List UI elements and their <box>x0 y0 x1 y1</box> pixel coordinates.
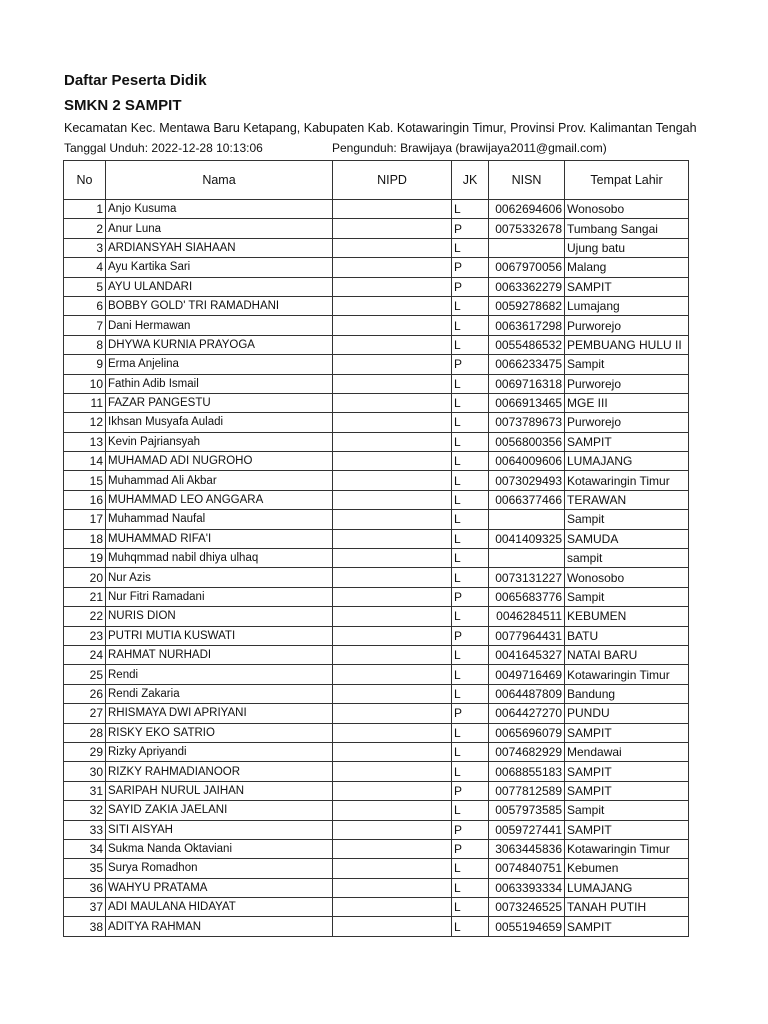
cell-nipd <box>333 413 452 432</box>
table-row <box>64 762 689 781</box>
cell-jk: L <box>452 471 489 490</box>
cell-nisn: 0077964431 <box>489 626 565 645</box>
cell-jk: L <box>452 801 489 820</box>
table-row <box>64 820 689 839</box>
cell-nama: Nur Fitri Ramadani <box>106 587 333 606</box>
cell-nisn: 3063445836 <box>489 839 565 858</box>
cell-jk: L <box>452 238 489 257</box>
cell-no: 24 <box>64 645 106 664</box>
cell-nama: RAHMAT NURHADI <box>106 645 333 664</box>
cell-nipd <box>333 839 452 858</box>
table-row <box>64 859 689 878</box>
cell-jk: L <box>452 432 489 451</box>
cell-nipd <box>333 723 452 742</box>
cell-tempat-lahir: Sampit <box>565 355 689 374</box>
cell-jk: P <box>452 781 489 800</box>
table-row <box>64 200 689 219</box>
cell-nama: Ayu Kartika Sari <box>106 258 333 277</box>
cell-jk: L <box>452 490 489 509</box>
cell-nama: Erma Anjelina <box>106 355 333 374</box>
cell-nisn: 0063393334 <box>489 878 565 897</box>
cell-no: 14 <box>64 452 106 471</box>
cell-nisn: 0049716469 <box>489 665 565 684</box>
school-name: SMKN 2 SAMPIT <box>64 97 182 114</box>
table-row <box>64 393 689 412</box>
cell-nama: Anur Luna <box>106 219 333 238</box>
cell-nisn: 0063617298 <box>489 316 565 335</box>
cell-nama: Surya Romadhon <box>106 859 333 878</box>
column-header-nipd: NIPD <box>333 161 452 200</box>
cell-nisn: 0066913465 <box>489 393 565 412</box>
cell-nisn: 0073131227 <box>489 568 565 587</box>
cell-tempat-lahir: Bandung <box>565 684 689 703</box>
table-body <box>64 200 689 937</box>
cell-nama: Nur Azis <box>106 568 333 587</box>
cell-nisn: 0041645327 <box>489 645 565 664</box>
cell-nisn: 0063362279 <box>489 277 565 296</box>
cell-jk: P <box>452 219 489 238</box>
cell-nipd <box>333 219 452 238</box>
cell-jk: L <box>452 607 489 626</box>
cell-no: 6 <box>64 296 106 315</box>
cell-nama: Rendi Zakaria <box>106 684 333 703</box>
cell-no: 17 <box>64 510 106 529</box>
cell-tempat-lahir: SAMPIT <box>565 432 689 451</box>
cell-tempat-lahir: Purworejo <box>565 374 689 393</box>
cell-jk: L <box>452 917 489 936</box>
cell-nisn <box>489 549 565 568</box>
cell-nipd <box>333 917 452 936</box>
cell-no: 1 <box>64 200 106 219</box>
cell-jk: P <box>452 258 489 277</box>
cell-tempat-lahir: PEMBUANG HULU II <box>565 335 689 354</box>
download-info <box>64 141 607 155</box>
cell-nama: Rizky Apriyandi <box>106 742 333 761</box>
cell-no: 23 <box>64 626 106 645</box>
cell-tempat-lahir: SAMPIT <box>565 762 689 781</box>
cell-no: 33 <box>64 820 106 839</box>
cell-nipd <box>333 374 452 393</box>
cell-nisn: 0073246525 <box>489 898 565 917</box>
cell-nipd <box>333 549 452 568</box>
cell-jk: L <box>452 684 489 703</box>
cell-jk: P <box>452 626 489 645</box>
cell-jk: L <box>452 316 489 335</box>
table-row <box>64 490 689 509</box>
cell-nipd <box>333 393 452 412</box>
cell-tempat-lahir: SAMPIT <box>565 277 689 296</box>
cell-nisn: 0064427270 <box>489 704 565 723</box>
cell-nisn <box>489 238 565 257</box>
cell-tempat-lahir: Lumajang <box>565 296 689 315</box>
cell-nipd <box>333 859 452 878</box>
cell-jk: P <box>452 839 489 858</box>
cell-jk: L <box>452 859 489 878</box>
cell-no: 13 <box>64 432 106 451</box>
cell-tempat-lahir: TANAH PUTIH <box>565 898 689 917</box>
table-row <box>64 355 689 374</box>
cell-nipd <box>333 684 452 703</box>
cell-nama: Muhammad Ali Akbar <box>106 471 333 490</box>
cell-jk: L <box>452 898 489 917</box>
cell-tempat-lahir: Purworejo <box>565 413 689 432</box>
cell-nama: WAHYU PRATAMA <box>106 878 333 897</box>
cell-nama: Fathin Adib Ismail <box>106 374 333 393</box>
cell-tempat-lahir: Ujung batu <box>565 238 689 257</box>
table-row <box>64 665 689 684</box>
cell-no: 32 <box>64 801 106 820</box>
cell-tempat-lahir: Sampit <box>565 587 689 606</box>
cell-tempat-lahir: Kotawaringin Timur <box>565 471 689 490</box>
cell-no: 30 <box>64 762 106 781</box>
cell-nisn: 0064487809 <box>489 684 565 703</box>
cell-jk: L <box>452 510 489 529</box>
cell-no: 21 <box>64 587 106 606</box>
cell-no: 20 <box>64 568 106 587</box>
cell-tempat-lahir: TERAWAN <box>565 490 689 509</box>
cell-nama: RIZKY RAHMADIANOOR <box>106 762 333 781</box>
cell-no: 35 <box>64 859 106 878</box>
cell-jk: L <box>452 568 489 587</box>
table-row <box>64 316 689 335</box>
cell-jk: L <box>452 645 489 664</box>
document-title: Daftar Peserta Didik <box>64 72 207 89</box>
table-row <box>64 238 689 257</box>
table-row <box>64 801 689 820</box>
cell-jk: L <box>452 200 489 219</box>
table-row <box>64 568 689 587</box>
cell-nisn: 0075332678 <box>489 219 565 238</box>
column-header-tempat-lahir: Tempat Lahir <box>565 161 689 200</box>
cell-jk: L <box>452 452 489 471</box>
cell-nipd <box>333 335 452 354</box>
cell-nama: RISKY EKO SATRIO <box>106 723 333 742</box>
cell-tempat-lahir: SAMUDA <box>565 529 689 548</box>
cell-nipd <box>333 316 452 335</box>
cell-no: 22 <box>64 607 106 626</box>
cell-nisn: 0064009606 <box>489 452 565 471</box>
cell-nisn <box>489 510 565 529</box>
cell-nama: SARIPAH NURUL JAIHAN <box>106 781 333 800</box>
cell-jk: P <box>452 587 489 606</box>
cell-nipd <box>333 665 452 684</box>
cell-nisn: 0066377466 <box>489 490 565 509</box>
cell-tempat-lahir: NATAI BARU <box>565 645 689 664</box>
cell-nama: AYU ULANDARI <box>106 277 333 296</box>
cell-tempat-lahir: KEBUMEN <box>565 607 689 626</box>
cell-jk: P <box>452 277 489 296</box>
table-row <box>64 432 689 451</box>
cell-nipd <box>333 762 452 781</box>
cell-nipd <box>333 432 452 451</box>
cell-nisn: 0062694606 <box>489 200 565 219</box>
cell-nisn: 0056800356 <box>489 432 565 451</box>
cell-nisn: 0065696079 <box>489 723 565 742</box>
cell-tempat-lahir: Tumbang Sangai <box>565 219 689 238</box>
cell-nama: PUTRI MUTIA KUSWATI <box>106 626 333 645</box>
cell-jk: P <box>452 820 489 839</box>
cell-nisn: 0068855183 <box>489 762 565 781</box>
cell-no: 19 <box>64 549 106 568</box>
cell-nisn: 0059727441 <box>489 820 565 839</box>
table-row <box>64 781 689 800</box>
student-table <box>63 160 689 937</box>
cell-tempat-lahir: Mendawai <box>565 742 689 761</box>
cell-nisn: 0066233475 <box>489 355 565 374</box>
cell-nipd <box>333 820 452 839</box>
cell-no: 29 <box>64 742 106 761</box>
table-row <box>64 277 689 296</box>
cell-nama: BOBBY GOLD' TRI RAMADHANI <box>106 296 333 315</box>
cell-tempat-lahir: Kotawaringin Timur <box>565 665 689 684</box>
cell-tempat-lahir: SAMPIT <box>565 820 689 839</box>
cell-nisn: 0055194659 <box>489 917 565 936</box>
table-row <box>64 374 689 393</box>
cell-nama: SITI AISYAH <box>106 820 333 839</box>
cell-jk: L <box>452 878 489 897</box>
table-row <box>64 626 689 645</box>
cell-nisn: 0074682929 <box>489 742 565 761</box>
cell-jk: L <box>452 374 489 393</box>
table-row <box>64 607 689 626</box>
cell-nama: FAZAR PANGESTU <box>106 393 333 412</box>
table-row <box>64 898 689 917</box>
cell-nipd <box>333 568 452 587</box>
cell-no: 38 <box>64 917 106 936</box>
cell-nama: Muhqmmad nabil dhiya ulhaq <box>106 549 333 568</box>
cell-nama: Anjo Kusuma <box>106 200 333 219</box>
cell-no: 27 <box>64 704 106 723</box>
cell-tempat-lahir: LUMAJANG <box>565 452 689 471</box>
cell-nama: MUHAMMAD LEO ANGGARA <box>106 490 333 509</box>
cell-nisn: 0046284511 <box>489 607 565 626</box>
table-row <box>64 296 689 315</box>
cell-tempat-lahir: SAMPIT <box>565 781 689 800</box>
cell-jk: L <box>452 296 489 315</box>
table-row <box>64 335 689 354</box>
cell-nipd <box>333 355 452 374</box>
table-row <box>64 704 689 723</box>
table-row <box>64 452 689 471</box>
cell-no: 9 <box>64 355 106 374</box>
cell-nipd <box>333 510 452 529</box>
cell-nisn: 0057973585 <box>489 801 565 820</box>
cell-nipd <box>333 258 452 277</box>
cell-nipd <box>333 607 452 626</box>
table-row <box>64 839 689 858</box>
cell-nama: ADITYA RAHMAN <box>106 917 333 936</box>
cell-nipd <box>333 200 452 219</box>
cell-nama: Kevin Pajriansyah <box>106 432 333 451</box>
download-date: Tanggal Unduh: 2022-12-28 10:13:06 <box>64 141 263 155</box>
cell-tempat-lahir: Purworejo <box>565 316 689 335</box>
cell-no: 15 <box>64 471 106 490</box>
cell-tempat-lahir: PUNDU <box>565 704 689 723</box>
cell-nipd <box>333 626 452 645</box>
cell-tempat-lahir: BATU <box>565 626 689 645</box>
cell-nipd <box>333 645 452 664</box>
cell-nisn: 0073789673 <box>489 413 565 432</box>
cell-nama: MUHAMMAD RIFA'I <box>106 529 333 548</box>
cell-nama: ARDIANSYAH SIAHAAN <box>106 238 333 257</box>
cell-nisn: 0073029493 <box>489 471 565 490</box>
cell-tempat-lahir: Kebumen <box>565 859 689 878</box>
cell-nama: Rendi <box>106 665 333 684</box>
table-row <box>64 723 689 742</box>
cell-no: 5 <box>64 277 106 296</box>
cell-jk: P <box>452 704 489 723</box>
cell-jk: L <box>452 665 489 684</box>
cell-no: 8 <box>64 335 106 354</box>
downloader: Pengunduh: Brawijaya (brawijaya2011@gmail.com) <box>332 141 607 155</box>
table-row <box>64 258 689 277</box>
cell-nama: SAYID ZAKIA JAELANI <box>106 801 333 820</box>
cell-nisn: 0067970056 <box>489 258 565 277</box>
cell-jk: P <box>452 355 489 374</box>
cell-nipd <box>333 781 452 800</box>
cell-nipd <box>333 801 452 820</box>
cell-no: 28 <box>64 723 106 742</box>
cell-no: 2 <box>64 219 106 238</box>
cell-nisn: 0055486532 <box>489 335 565 354</box>
cell-tempat-lahir: SAMPIT <box>565 917 689 936</box>
cell-nisn: 0065683776 <box>489 587 565 606</box>
cell-jk: L <box>452 742 489 761</box>
cell-nipd <box>333 238 452 257</box>
column-header-nama: Nama <box>106 161 333 200</box>
cell-no: 26 <box>64 684 106 703</box>
cell-tempat-lahir: Wonosobo <box>565 200 689 219</box>
cell-nama: RHISMAYA DWI APRIYANI <box>106 704 333 723</box>
cell-nipd <box>333 452 452 471</box>
table-row <box>64 471 689 490</box>
table-row <box>64 529 689 548</box>
cell-nipd <box>333 471 452 490</box>
cell-tempat-lahir: MGE III <box>565 393 689 412</box>
cell-jk: L <box>452 529 489 548</box>
table-row <box>64 549 689 568</box>
cell-nipd <box>333 296 452 315</box>
cell-nipd <box>333 529 452 548</box>
cell-nipd <box>333 490 452 509</box>
cell-no: 4 <box>64 258 106 277</box>
table-row <box>64 684 689 703</box>
table-row <box>64 587 689 606</box>
cell-nama: Dani Hermawan <box>106 316 333 335</box>
cell-no: 16 <box>64 490 106 509</box>
cell-nama: DHYWA KURNIA PRAYOGA <box>106 335 333 354</box>
column-header-no: No <box>64 161 106 200</box>
cell-tempat-lahir: SAMPIT <box>565 723 689 742</box>
cell-tempat-lahir: Sampit <box>565 801 689 820</box>
table-row <box>64 742 689 761</box>
cell-jk: L <box>452 549 489 568</box>
cell-nisn: 0041409325 <box>489 529 565 548</box>
cell-nama: Ikhsan Musyafa Auladi <box>106 413 333 432</box>
school-address: Kecamatan Kec. Mentawa Baru Ketapang, Kabupaten Kab. Kotawaringin Timur, Provinsi Prov. Kalimantan Tengah <box>64 121 697 135</box>
cell-nipd <box>333 587 452 606</box>
table-row <box>64 510 689 529</box>
cell-jk: L <box>452 393 489 412</box>
cell-no: 18 <box>64 529 106 548</box>
cell-nisn: 0074840751 <box>489 859 565 878</box>
cell-nama: Sukma Nanda Oktaviani <box>106 839 333 858</box>
cell-tempat-lahir: Malang <box>565 258 689 277</box>
cell-jk: L <box>452 762 489 781</box>
cell-nipd <box>333 704 452 723</box>
cell-no: 12 <box>64 413 106 432</box>
cell-nisn: 0069716318 <box>489 374 565 393</box>
cell-nipd <box>333 277 452 296</box>
cell-no: 7 <box>64 316 106 335</box>
table-row <box>64 219 689 238</box>
cell-tempat-lahir: Wonosobo <box>565 568 689 587</box>
column-header-jk: JK <box>452 161 489 200</box>
table-row <box>64 878 689 897</box>
cell-jk: L <box>452 335 489 354</box>
cell-nama: ADI MAULANA HIDAYAT <box>106 898 333 917</box>
cell-no: 10 <box>64 374 106 393</box>
cell-nama: NURIS DION <box>106 607 333 626</box>
table-row <box>64 917 689 936</box>
column-header-nisn: NISN <box>489 161 565 200</box>
cell-no: 3 <box>64 238 106 257</box>
table-row <box>64 645 689 664</box>
cell-nipd <box>333 898 452 917</box>
cell-nipd <box>333 742 452 761</box>
cell-tempat-lahir: Kotawaringin Timur <box>565 839 689 858</box>
cell-tempat-lahir: Sampit <box>565 510 689 529</box>
cell-tempat-lahir: sampit <box>565 549 689 568</box>
cell-no: 31 <box>64 781 106 800</box>
cell-no: 25 <box>64 665 106 684</box>
cell-tempat-lahir: LUMAJANG <box>565 878 689 897</box>
cell-nama: MUHAMAD ADI NUGROHO <box>106 452 333 471</box>
cell-nisn: 0077812589 <box>489 781 565 800</box>
cell-jk: L <box>452 723 489 742</box>
cell-no: 11 <box>64 393 106 412</box>
cell-no: 34 <box>64 839 106 858</box>
table-header-row <box>64 161 689 200</box>
table-row <box>64 413 689 432</box>
cell-nisn: 0059278682 <box>489 296 565 315</box>
cell-nipd <box>333 878 452 897</box>
cell-no: 37 <box>64 898 106 917</box>
cell-jk: L <box>452 413 489 432</box>
cell-nama: Muhammad Naufal <box>106 510 333 529</box>
cell-no: 36 <box>64 878 106 897</box>
